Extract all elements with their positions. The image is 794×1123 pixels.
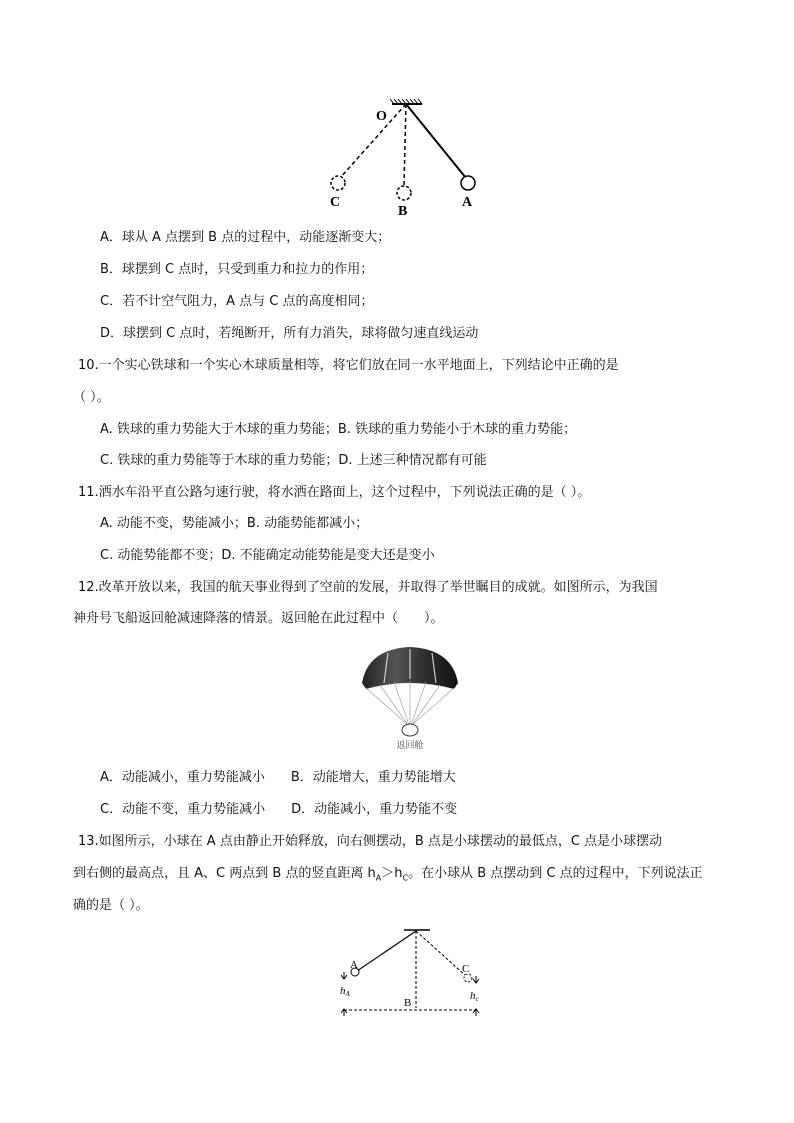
- label-b: B: [398, 204, 408, 218]
- q11-options-ab: A. 动能不变，势能减小；B. 动能势能都减小；: [100, 516, 369, 531]
- q11-stem: 11.洒水车沿平直公路匀速行驶，将水洒在路面上，这个过程中，下列说法正确的是（ ）。: [78, 485, 591, 500]
- q10-stem: 10.一个实心铁球和一个实心木球质量相等，将它们放在同一水平地面上，下列结论中正确的是: [78, 358, 619, 373]
- q12-stem: 12.改革开放以来，我国的航天事业得到了空前的发展，并取得了举世瞩目的成就。如图所示，为我国: [78, 580, 658, 595]
- q12-options-cd: C．动能不变，重力势能减小 D．动能减小，重力势能不变: [100, 802, 458, 817]
- q9-option-b: B．球摆到 C 点时，只受到重力和拉力的作用；: [100, 262, 374, 277]
- q10-options-cd: C. 铁球的重力势能等于木球的重力势能；D. 上述三种情况都有可能: [100, 453, 487, 468]
- q11-options-cd: C. 动能势能都不变；D. 不能确定动能势能是变大还是变小: [100, 548, 435, 563]
- q13-stem-cont: 到右侧的最高点，且 A、C 两点到 B 点的竖直距离 $h_A>h_C$。在小球从 B 点摆动到 C 点的过程中，下列说法正: [73, 866, 703, 883]
- parachute-figure: [358, 643, 462, 755]
- label-c: C: [462, 963, 470, 975]
- parachute-caption: 返回舱: [396, 740, 424, 750]
- q13-stem-cont2: 确的是（ ）。: [73, 898, 149, 913]
- q12-stem-cont: 神舟号飞船返回舱减速降落的情景。返回舱在此过程中（ ）。: [73, 611, 444, 626]
- q10-options-ab: A. 铁球的重力势能大于木球的重力势能；B. 铁球的重力势能小于木球的重力势能；: [100, 422, 577, 437]
- q10-stem-cont: （ ）。: [73, 390, 110, 405]
- q12-options-ab: A．动能减小，重力势能减小 B．动能增大，重力势能增大: [100, 770, 456, 785]
- label-a: A: [350, 959, 358, 971]
- label-hc: hc: [470, 990, 479, 1003]
- label-o: O: [376, 109, 387, 124]
- q9-option-a: A．球从 A 点摆到 B 点的过程中，动能逐渐变大；: [100, 230, 391, 245]
- q9-option-c: C．若不计空气阻力，A 点与 C 点的高度相同；: [100, 294, 374, 309]
- label-b: B: [404, 997, 412, 1009]
- label-a: A: [462, 195, 473, 210]
- pendulum-heights-figure: [330, 924, 490, 1024]
- label-c: C: [330, 195, 341, 210]
- q9-option-d: D．球摆到 C 点时，若绳断开，所有力消失，球将做匀速直线运动: [100, 326, 479, 341]
- label-ha: hA: [340, 985, 350, 998]
- pendulum-figure: [320, 98, 490, 218]
- q13-stem: 13.如图所示，小球在 A 点由静止开始释放，向右侧摆动，B 点是小球摆动的最低点，C 点是小球摆动: [78, 834, 663, 849]
